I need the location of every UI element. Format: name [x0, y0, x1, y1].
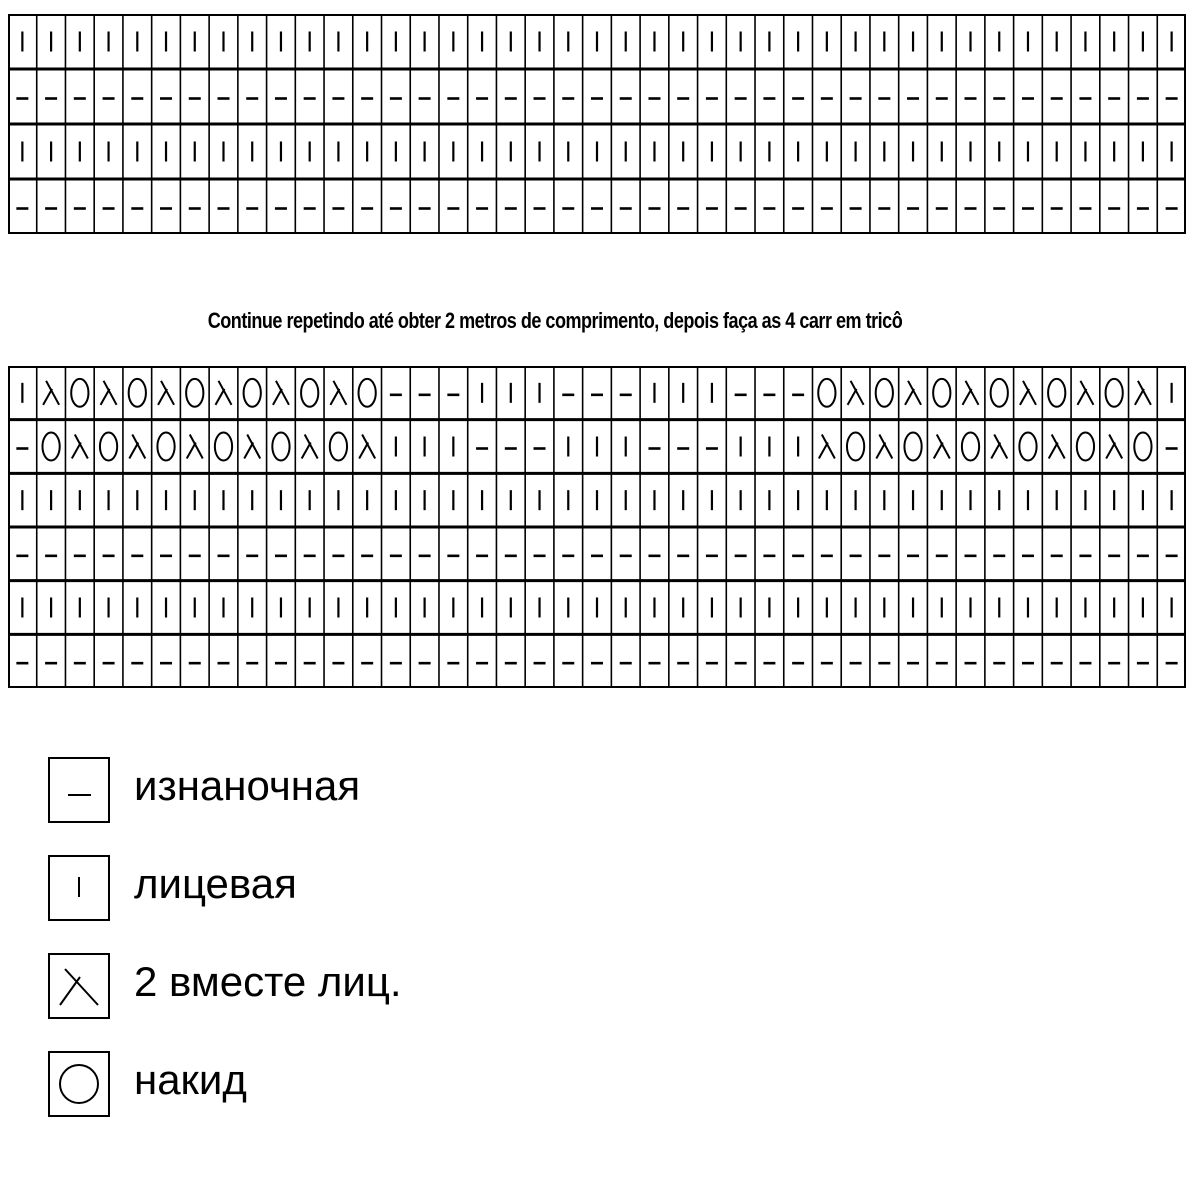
legend-label-k2tog: 2 вместе лиц.: [134, 958, 402, 1005]
knitting-chart-bottom: [8, 366, 1186, 688]
purl-icon: [48, 757, 110, 823]
yarn-over-icon: [48, 1051, 110, 1117]
legend-label-purl: изнаночная: [134, 762, 361, 809]
knitting-chart-top: [8, 14, 1186, 234]
knit-icon: [48, 855, 110, 921]
chart-caption: Continue repetindo até obter 2 metros de comprimento, depois faça as 4 carr em tricô: [207, 308, 903, 333]
legend-label-knit: лицевая: [134, 860, 297, 907]
legend-label-yarn-over: накид: [134, 1056, 247, 1103]
k2tog-icon: [48, 953, 110, 1019]
